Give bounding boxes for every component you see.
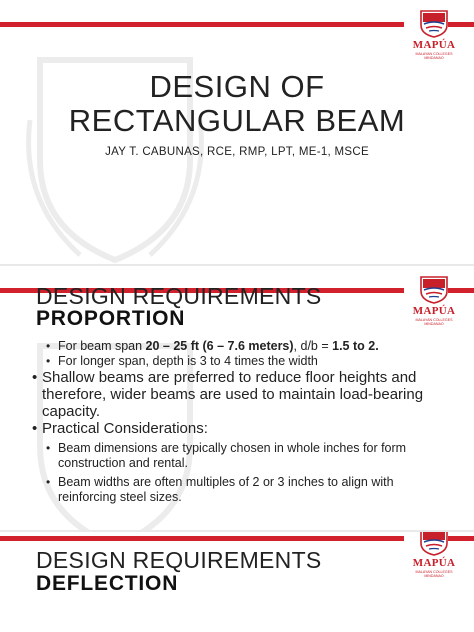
section-heading: DESIGN REQUIREMENTS [36,547,322,573]
bullet-list [32,339,442,505]
list-item [32,369,442,420]
bullet-text-bold: 20 – 25 ft (6 – 7.6 meters) [145,339,294,353]
bullet-text-mid: , d/b = [293,339,333,353]
mapua-logo [408,532,460,584]
bullet-text: Beam widths are often multiples of 2 or 3 inches to align with reinforcing steel sizes. [58,475,394,504]
list-item [32,475,442,505]
bullet-text: Practical Considerations: [42,420,208,437]
list-item [32,339,442,354]
logo-subtitle: MALAYAN COLLEGES MINDANAO [415,570,453,578]
bullet-text: Beam dimensions are typically chosen in whole inches for form construction and rental. [58,441,407,470]
deflection-slide [0,532,474,632]
bullet-icon: • [32,420,38,437]
author-line: JAY T. CABUNAS, RCE, RMP, LPT, ME-1, MSCE [105,146,369,158]
list-item [32,420,442,437]
bullet-icon: • [46,441,51,455]
title-line-1: DESIGN OF [149,69,325,104]
bullet-text: For longer span, depth is 3 to 4 times the width [58,354,318,368]
logo-brand: MAPÚA [412,39,456,51]
shield-icon [419,276,449,304]
title-slide [0,0,474,264]
list-item [32,354,442,369]
bullet-text-pre: For beam span [58,339,146,353]
section-subheading: PROPORTION [36,307,186,330]
bullet-icon: • [46,339,51,353]
accent-bar [0,22,404,27]
section-heading: DESIGN REQUIREMENTS [36,283,322,309]
slide-title [0,70,474,138]
logo-subtitle: MALAYAN COLLEGES MINDANAO [415,318,453,326]
logo-subtitle: MALAYAN COLLEGES MINDANAO [415,52,453,60]
bullet-icon: • [32,369,38,386]
mapua-logo [408,276,460,332]
bullet-text: Shallow beams are preferred to reduce floor heights and therefore, wider beams are used to maintain load-bearing capacity. [42,369,424,420]
shield-icon [419,10,449,38]
mapua-logo [408,10,460,66]
proportion-slide [0,266,474,530]
shield-icon [419,532,449,556]
section-subheading: DEFLECTION [36,572,179,595]
title-line-2: RECTANGULAR BEAM [68,103,406,138]
logo-brand: MAPÚA [412,557,456,569]
bullet-icon: • [46,475,51,489]
bullet-icon: • [46,354,51,368]
bullet-text-bold: 1.5 to 2. [332,339,379,353]
accent-bar [0,536,404,541]
list-item [32,441,442,471]
logo-brand: MAPÚA [412,305,456,317]
